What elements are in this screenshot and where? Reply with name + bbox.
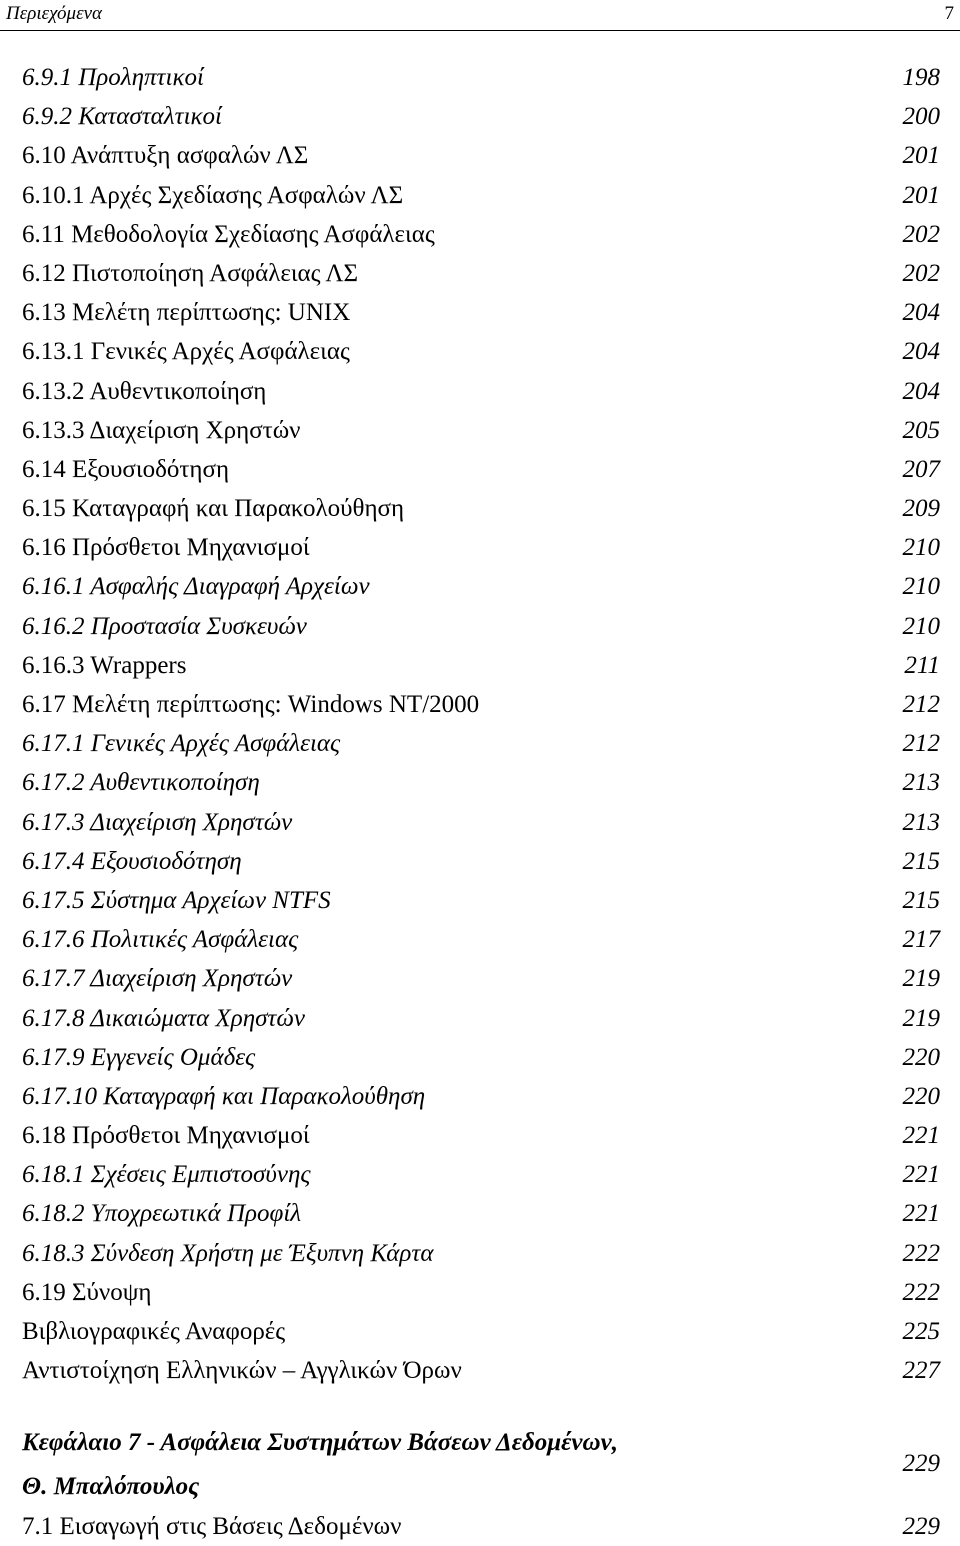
toc-entry-label: 6.18.2 Υποχρεωτικά Προφίλ [22,1200,302,1228]
toc-entry-page: 207 [902,455,940,483]
toc-entry-page: 198 [902,64,940,91]
toc-entry[interactable] [22,1351,940,1390]
toc-entry-page: 202 [902,220,940,248]
toc-entry-label: 6.16.3 Wrappers [22,651,187,679]
toc-entry-page: 204 [902,338,940,366]
header-page-number: 7 [944,3,954,24]
toc-entry[interactable] [22,724,940,763]
toc-entry-label: 6.17 Μελέτη περίπτωσης: Windows NT/2000 [22,691,480,718]
toc-entry-label: 6.19 Σύνοψη [22,1278,152,1306]
toc-entry-page: 219 [902,1004,940,1032]
toc-entry-page: 204 [902,299,940,327]
toc-entry-label: Αντιστοίχηση Ελληνικών – Αγγλικών Όρων [22,1357,462,1385]
toc-entry-page: 210 [902,612,940,640]
toc-entry-page: 222 [902,1239,940,1267]
toc-entry[interactable] [22,763,940,802]
toc-entry[interactable] [22,136,940,175]
header-title: Περιεχόμενα [6,3,102,24]
toc-entry[interactable] [22,646,940,685]
toc-entry[interactable] [22,97,940,136]
toc-entry-page: 221 [902,1200,940,1228]
toc-entry-label: 6.18 Πρόσθετοι Μηχανισμοί [22,1122,310,1150]
toc-entry-label: 6.17.1 Γενικές Αρχές Ασφάλειας [22,730,341,758]
toc-entry-page: 220 [902,1082,940,1110]
toc-entry-label: 6.17.2 Αυθεντικοποίηση [22,769,260,797]
toc-entry-label: 6.17.3 Διαχείριση Χρηστών [22,808,293,836]
chapter-title: Κεφάλαιο 7 - Ασφάλεια Συστημάτων Βάσεων Δεδομένων, [22,1429,618,1456]
toc-entry-page: 211 [904,651,940,679]
toc-entry-page: 210 [902,573,940,601]
toc-entry[interactable] [22,176,940,215]
toc-entry[interactable] [22,1155,940,1194]
toc-entry-page: 219 [902,965,940,993]
toc-entry-page: 212 [902,730,940,758]
toc-entry[interactable] [22,215,940,254]
toc-entry-page: 201 [902,142,940,170]
toc-entry-label: 6.17.5 Σύστημα Αρχείων NTFS [22,886,331,914]
toc-entry-page: 212 [902,691,940,718]
toc-entry-label: 6.17.8 Δικαιώματα Χρηστών [22,1004,305,1032]
toc-entry-page: 221 [902,1122,940,1150]
toc-entry[interactable] [22,567,940,606]
toc-entry-page: 225 [902,1318,940,1345]
toc-entry[interactable] [22,411,940,450]
toc-entry[interactable] [22,450,940,489]
toc-entry-label: 6.18.3 Σύνδεση Χρήστη με Έξυπνη Κάρτα [22,1239,434,1267]
toc-entry[interactable] [22,803,940,842]
toc-entry[interactable] [22,1116,940,1155]
toc-entry-page: 215 [902,847,940,875]
toc-entry-page: 202 [902,259,940,287]
toc-entry[interactable] [22,528,940,567]
toc-entry-label: 6.16.1 Ασφαλής Διαγραφή Αρχείων [22,573,370,601]
toc-entry-label: 6.17.4 Εξουσιοδότηση [22,847,242,875]
toc-entry-label: 6.13.2 Αυθεντικοποίηση [22,377,267,405]
chapter-entry[interactable] [22,1422,940,1506]
toc-entry-page: 217 [902,926,940,954]
toc-entry[interactable] [22,685,940,724]
toc-entry-page: 209 [902,495,940,523]
toc-entry-page: 221 [902,1161,940,1189]
chapter-author: Θ. Μπαλόπουλος [22,1473,200,1500]
toc-entry-page: 201 [902,181,940,209]
toc-entry-label: 6.13 Μελέτη περίπτωσης: UNIX [22,299,351,327]
toc-entry-label: 6.17.10 Καταγραφή και Παρακολούθηση [22,1082,426,1110]
toc-entry[interactable] [22,842,940,881]
toc-entry-label: 6.18.1 Σχέσεις Εμπιστοσύνης [22,1161,311,1189]
toc-entry[interactable] [22,332,940,371]
toc-entry-label: 6.17.6 Πολιτικές Ασφάλειας [22,926,299,954]
toc-entry[interactable] [22,1273,940,1312]
toc-entry-label: 6.11 Μεθοδολογία Σχεδίασης Ασφάλειας [22,220,435,248]
toc-entry[interactable] [22,1038,940,1077]
toc-entry[interactable] [22,920,940,959]
toc-entry-label: 6.15 Καταγραφή και Παρακολούθηση [22,495,405,523]
toc-entry-page: 213 [902,808,940,836]
toc-entry-page: 229 [902,1513,940,1540]
toc-entry-label: 6.16.2 Προστασία Συσκευών [22,612,307,640]
toc-entry-label: 6.12 Πιστοποίηση Ασφάλειας ΛΣ [22,259,359,287]
toc-entry[interactable] [22,293,940,332]
toc-entry-label: 6.14 Εξουσιοδότηση [22,455,230,483]
toc-entry-label: 6.16 Πρόσθετοι Μηχανισμοί [22,534,310,562]
toc-entry-label: Βιβλιογραφικές Αναφορές [22,1318,286,1345]
page-header [0,0,960,31]
toc-entry[interactable] [22,58,940,97]
toc-entry-label: 6.9.1 Προληπτικοί [22,64,204,91]
toc-entry[interactable] [22,607,940,646]
toc-entry-label: 6.13.3 Διαχείριση Χρηστών [22,416,301,444]
toc-entry[interactable] [22,999,940,1038]
toc-entry-page: 213 [902,769,940,797]
toc-entry[interactable] [22,1194,940,1233]
toc-entry[interactable] [22,881,940,920]
toc-entry[interactable] [22,959,940,998]
toc-entry-page: 220 [902,1043,940,1071]
toc-entry-label: 6.17.7 Διαχείριση Χρηστών [22,965,293,993]
toc-entry[interactable] [22,1312,940,1351]
toc-entry-page: 215 [902,886,940,914]
chapter-page-number: 229 [902,1450,940,1477]
toc-entry-label: 6.13.1 Γενικές Αρχές Ασφάλειας [22,338,350,366]
toc-entry[interactable] [22,1234,940,1273]
toc-entry-page: 200 [902,103,940,131]
toc-entry[interactable] [22,489,940,528]
toc-entry-label: 6.10 Ανάπτυξη ασφαλών ΛΣ [22,142,309,170]
table-of-contents [22,58,940,1390]
toc-entry[interactable] [22,372,940,411]
toc-entry[interactable] [22,1507,940,1546]
toc-entry-page: 210 [902,534,940,562]
toc-entry-label: 6.17.9 Εγγενείς Ομάδες [22,1043,256,1071]
toc-entry-page: 204 [902,377,940,405]
toc-entry-label: 7.1 Εισαγωγή στις Βάσεις Δεδομένων [22,1513,402,1540]
toc-entry-label: 6.10.1 Αρχές Σχεδίασης Ασφαλών ΛΣ [22,181,404,209]
toc-entry[interactable] [22,254,940,293]
toc-entry-page: 222 [902,1278,940,1306]
toc-entry-page: 227 [902,1357,940,1385]
toc-entry[interactable] [22,1077,940,1116]
toc-entry-label: 6.9.2 Κατασταλτικοί [22,103,222,131]
toc-entry-page: 205 [902,416,940,444]
